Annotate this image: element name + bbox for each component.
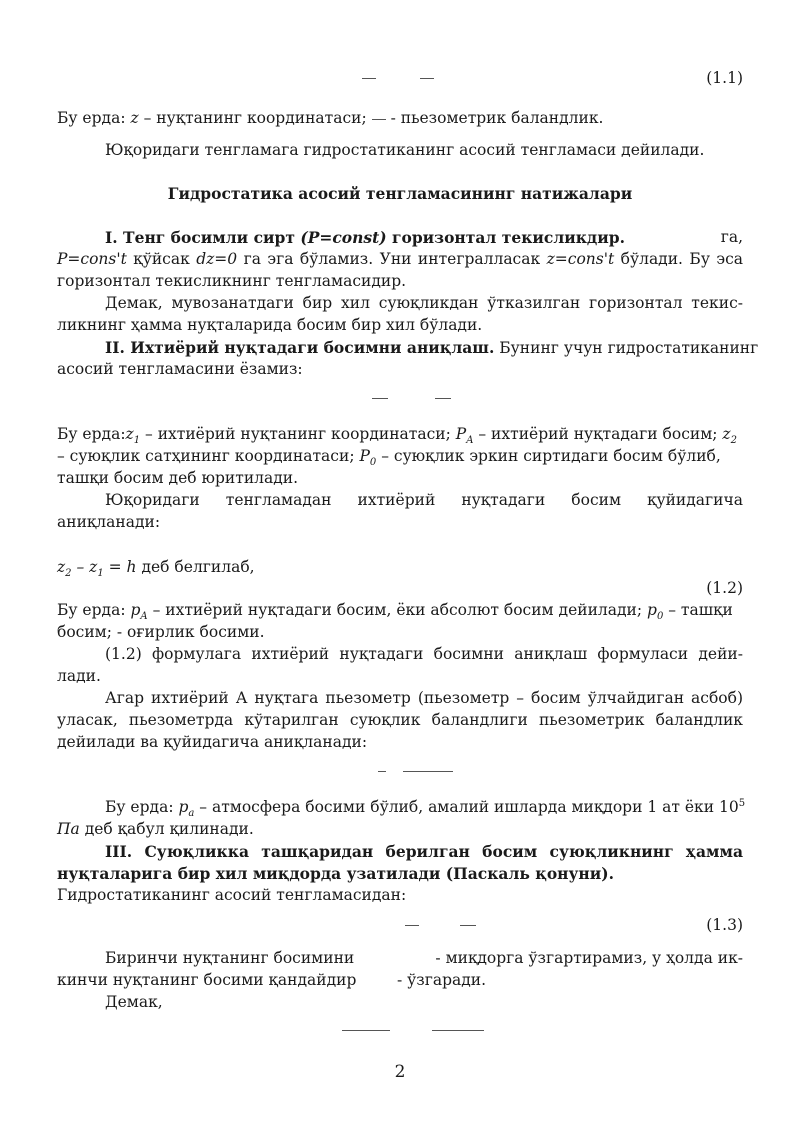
definition-line-1 xyxy=(57,424,743,445)
eq1-fraction-bar-1 xyxy=(362,78,376,79)
section-title: II. Ихтиёрий нуқтадаги босимни аниқлаш. xyxy=(105,338,495,357)
formula-note-line-2: лади. xyxy=(57,667,101,685)
formula-note-line-1: (1.2) формулага ихтиёрий нуқтадаги босимни аниқлаш формуласи дейи- xyxy=(105,645,743,663)
text: – ихтиёрий нуқтадаги босим; xyxy=(473,425,723,443)
eq-fraction-bar xyxy=(435,398,451,399)
text: – нуқтанинг координатаси; xyxy=(138,109,372,127)
section-title-formula: (P=const) xyxy=(300,228,387,247)
section-heading: Гидростатика асосий тенгламасининг натижалари xyxy=(167,184,633,203)
fraction-bar xyxy=(372,119,386,120)
var-z: z xyxy=(130,109,139,127)
section-title: I. Тенг босимли сирт xyxy=(105,228,301,247)
text: - ўзгаради. xyxy=(397,971,487,989)
page-number: 2 xyxy=(394,1062,406,1082)
text: бўлади. Бу эса xyxy=(614,250,743,268)
eq1-fraction-bar-2 xyxy=(420,78,434,79)
text: Бу ерда: xyxy=(57,601,131,619)
definition-line-2 xyxy=(57,446,743,467)
paragraph-line: Юқоридаги тенгламага гидростатиканинг асосий тенгламаси дейилади. xyxy=(105,141,705,159)
text: - пьезометрик баландлик. xyxy=(385,109,604,127)
explain-line-1 xyxy=(57,600,743,621)
atm-line-1 xyxy=(57,797,791,818)
eq-fraction-bar xyxy=(378,771,386,772)
section-title: горизонтал текисликдир. xyxy=(386,228,625,247)
section-2-line-2: асосий тенгламасини ёзамиз: xyxy=(57,360,303,378)
piezometer-line-1: Агар ихтиёрий А нуқтага пьезометр (пьезометр – босим ўлчайдиган асбоб) xyxy=(105,689,743,707)
var-pa: $p_a$ xyxy=(178,798,195,820)
piezometer-line-3: дейилади ва қуйидагича аниқланади: xyxy=(57,733,368,751)
text: кинчи нуқтанинг босими қандайдир xyxy=(57,971,357,989)
text: – ташқи xyxy=(663,601,733,619)
text: Биринчи нуқтанинг босимини xyxy=(105,949,355,967)
section-1-line-2 xyxy=(57,249,743,270)
explain-line-2: босим; - оғирлик босими. xyxy=(57,623,265,641)
section-1-line-3: горизонтал текисликнинг тенгламасидир. xyxy=(57,272,407,290)
definition-line-4: Юқоридаги тенгламадан ихтиёрий нуқтадаги босим қуйидагича xyxy=(105,491,743,509)
equation-number: (1.1) xyxy=(706,69,743,87)
text: – ихтиёрий нуқтанинг координатаси; xyxy=(140,425,456,443)
formula: dz=0 xyxy=(196,250,238,268)
text: – суюқлик эркин сиртидаги босим бўлиб, xyxy=(376,447,721,465)
section-3-title-2: нуқталарига бир хил миқдорда узатилади (Паскаль қонуни). xyxy=(57,864,614,883)
text: деб белгилаб, xyxy=(136,558,255,576)
text: – атмосфера босими бўлиб, амалий ишларда миқдори 1 ат ёки 10 xyxy=(194,798,739,816)
definition-line-3: ташқи босим деб юритилади. xyxy=(57,469,299,487)
text: қўйсак xyxy=(126,250,197,268)
var-P0: $P_0$ xyxy=(359,447,377,469)
formula: P=cons't xyxy=(57,250,127,268)
var-pA: $P_A$ xyxy=(455,425,474,447)
section-2-line-1 xyxy=(57,337,759,359)
var-p0: $p_0$ xyxy=(647,601,664,623)
eq-fraction-bar xyxy=(405,925,419,926)
formula: z=cons't xyxy=(546,250,615,268)
formula-z2-z1: $z_2 - z_1 = h$ xyxy=(57,558,137,580)
var-pA: $p_A$ xyxy=(130,601,148,623)
var-z2: $z_2$ xyxy=(722,425,737,447)
section-3-line-k2 xyxy=(57,970,743,991)
section-1-line-4: Демак, мувозанатдаги бир хил суюқликдан ўтказилган горизонтал текис- xyxy=(105,294,743,312)
eq-fraction-bar xyxy=(460,925,476,926)
piezometer-line-2: уласак, пьезометрда кўтарилган суюқлик баландлиги пьезометрик баландлик xyxy=(57,711,743,729)
eq-fraction-bar xyxy=(342,1030,390,1031)
text: – ихтиёрий нуқтадаги босим, ёки абсолют босим дейилади; xyxy=(147,601,648,619)
h-definition-line xyxy=(57,557,743,578)
unit-pa: Па xyxy=(57,820,80,838)
var-z1: $z_1$ xyxy=(125,425,141,447)
text: деб қабул қилинади. xyxy=(79,820,254,838)
text: Бу ерда: xyxy=(57,425,126,443)
text: га эга бўламиз. Уни интегралласак xyxy=(237,250,547,268)
text: Бу ерда: xyxy=(57,109,131,127)
text: Бунинг учун гидростатиканинг xyxy=(494,339,759,357)
eq-fraction-bar xyxy=(432,1030,484,1031)
text: Бу ерда: xyxy=(105,798,179,816)
section-3-line-k3: Демак, xyxy=(105,993,163,1011)
equation-number: (1.3) xyxy=(706,916,743,934)
eq-fraction-bar xyxy=(372,398,388,399)
text: га, xyxy=(720,228,743,246)
section-3-title-1: III. Суюқликка ташқаридан берилган босим суюқликнинг ҳамма xyxy=(105,842,743,861)
section-1-line-5: ликнинг ҳамма нуқталарида босим бир хил бўлади. xyxy=(57,316,483,334)
text: - миқдорга ўзгартирамиз, у ҳолда ик- xyxy=(435,949,743,967)
exponent: 5 xyxy=(738,797,746,809)
atm-line-2 xyxy=(57,819,743,840)
text: – суюқлик сатҳининг координатаси; xyxy=(57,447,360,465)
equation-number: (1.2) xyxy=(706,579,743,597)
paragraph-line xyxy=(57,108,743,129)
section-1-line-1 xyxy=(57,227,743,249)
definition-line-5: аниқланади: xyxy=(57,513,161,531)
section-3-line-3: Гидростатиканинг асосий тенгламасидан: xyxy=(57,886,407,904)
eq-fraction-bar xyxy=(403,771,453,772)
